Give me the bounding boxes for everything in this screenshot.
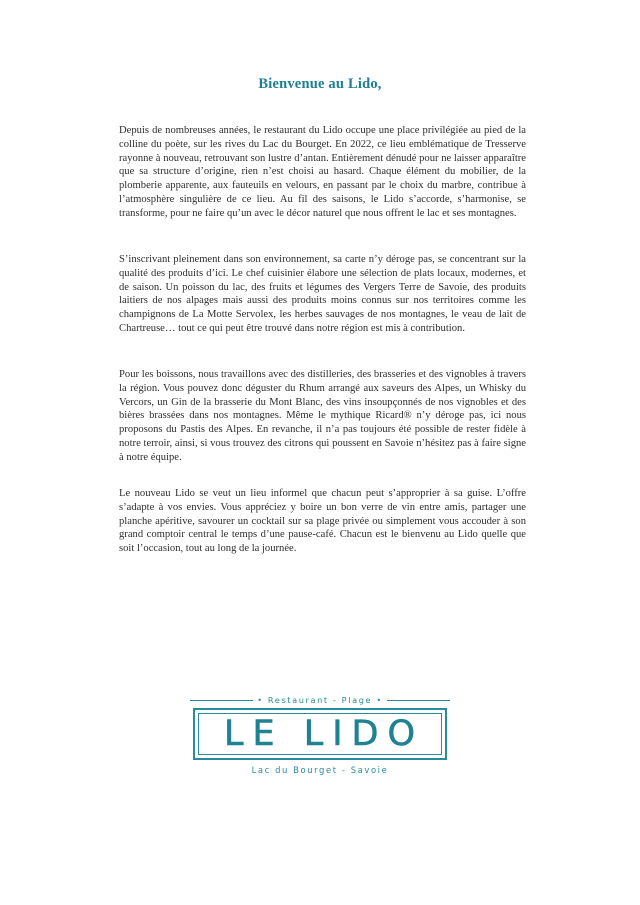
page-title: Bienvenue au Lido,: [258, 75, 382, 92]
logo-rule-left: [190, 700, 253, 701]
paragraph-history: Depuis de nombreuses années, le restaurant du Lido occupe une place privilégiée au pied de la colline du poète, sur les rives du Lac du Bourget. En 2022, ce lieu emblématique de Tresserve rayonne à nouveau, retrouvant son lustre d’antan. Entièrement dénudé pour ne laisser apparaître que sa structure d’origine, rien n’est choisi au hasard. Chaque élément du mobilier, de la plomberie apparente, aux fauteuils en velours, en passant par le choix du marbre, contribue à l’atmosphère singulière de ce lieu. Au fil des saisons, le Lido s’accorde, s’harmonise, se transforme, pour ne faire qu’un avec le décor naturel que nous offrent le lac et ses montagnes.: [119, 125, 526, 219]
paragraph-drinks: Pour les boissons, nous travaillons avec des distilleries, des brasseries et des vignobles à travers la région. Vous pouvez donc déguster du Rhum arrangé aux saveurs des Alpes, un Whisky du Vercors, un Gin de la brasserie du Mont Blanc, des vins insoupçonnés de nos vignobles et des bières brassées dans nos montagnes. Même le mythique Ricard® n’y déroge pas, ici nous proposons du Pastis des Alpes. En revanche, il n’a pas toujours été possible de rester fidèle à notre terroir, ainsi, si vous trouvez des citrons qui poussent en Savoie n’hésitez pas à faire signe à notre équipe.: [119, 369, 526, 463]
logo-rule-right: [387, 700, 450, 701]
le-lido-logo: [190, 693, 450, 788]
logo-tagline-row: [190, 693, 450, 707]
paragraph-cuisine: S’inscrivant pleinement dans son environnement, sa carte n’y déroge pas, se concentrant sur la qualité des produits d’ici. Le chef cuisinier élabore une sélection de plats locaux, modernes, et de saison. Un poisson du lac, des fruits et légumes des Vergers Terre de Savoie, des produits laitiers de nos alpages mais aussi des produits moins connus sur nos territoires comme les champignons de La Motte Servolex, les herbes sauvages de nos montagnes, le veau de lait de Chartreuse… tout ce qui peut être trouvé dans notre région est mis à contribution.: [119, 254, 526, 334]
logo-location: Lac du Bourget - Savoie: [251, 765, 389, 775]
logo-name: LE LIDO: [223, 714, 425, 754]
logo-tagline: • Restaurant - Plage •: [257, 695, 383, 705]
paragraph-ambiance: Le nouveau Lido se veut un lieu informel que chacun peut s’approprier à sa guise. L’offre s’adapte à vos envies. Vous appréciez y boire un bon verre de vin entre amis, partager une planche apéritive, savourer un cocktail sur sa plage privée ou simplement vous accouder à son grand comptoir central le temps d’une pause-café. Chacun est le bienvenu au Lido quelle que soit l’occasion, tout au long de la journée.: [119, 488, 526, 554]
logo-frame: [193, 708, 447, 760]
